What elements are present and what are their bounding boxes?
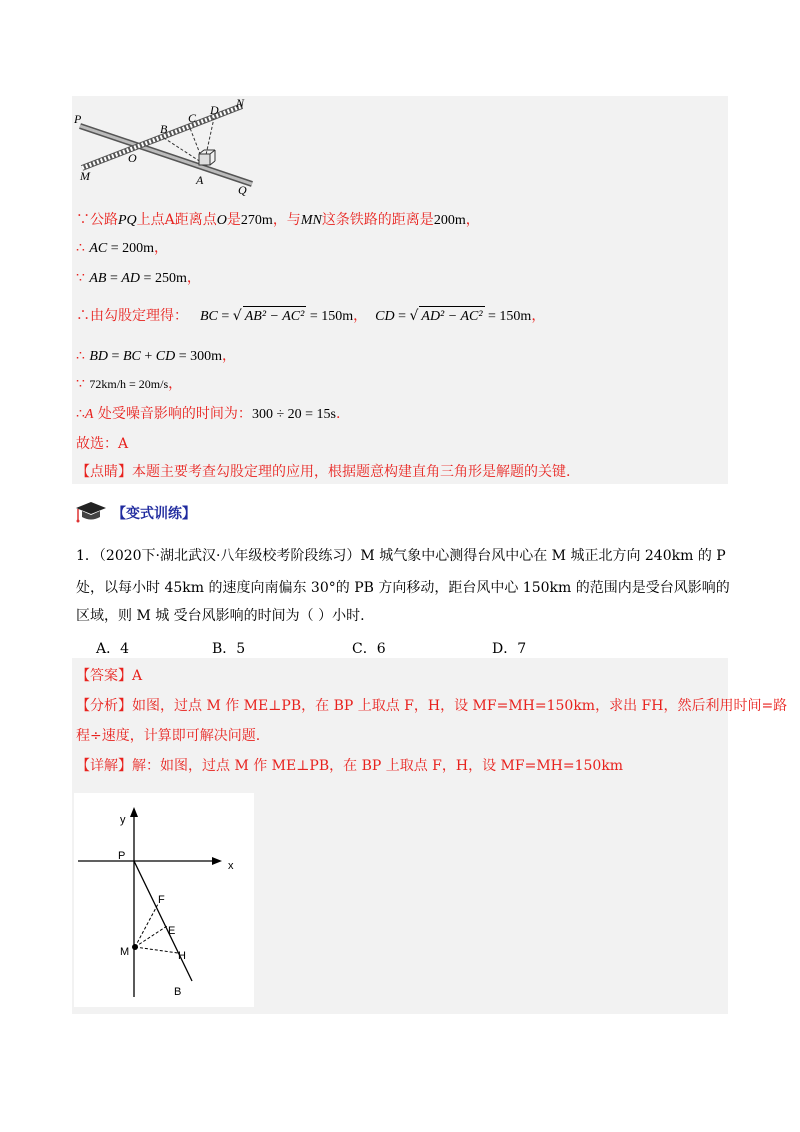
label-m: M	[80, 169, 90, 183]
question-line-2: 处，以每小时 45km 的速度向南偏东 30°的 PB 方向移动，距台风中心 150km 的范围内是受台风影响的	[76, 580, 730, 596]
solution-line-6: ∵ 72km/h = 20m/s，	[76, 376, 183, 392]
solution-line-8: 故选：A	[76, 436, 129, 452]
option-b: B．5	[212, 641, 246, 657]
railway-diagram	[74, 96, 264, 198]
label-b: B	[160, 122, 168, 136]
label-b-bottom: B	[174, 986, 182, 998]
detail-line: 【详解】解：如图，过点 M 作 ME⊥PB，在 BP 上取点 F，H，设 MF=MH=150km	[76, 758, 624, 774]
solution-line-5: ∴ BD = BC + CD = 300m，	[76, 348, 236, 364]
option-d: D．7	[492, 641, 527, 657]
label-a: A	[196, 173, 204, 187]
label-y: y	[120, 814, 126, 826]
label-x: x	[228, 860, 234, 872]
solution-line-1: ∵公路PQ上点A距离点O是270m，与MN这条铁路的距离是200m，	[76, 212, 480, 228]
question-line-1: 1．（2020下·湖北武汉·八年级校考阶段练习）M 城气象中心测得台风中心在 M 城正北方向 240km 的 P	[76, 548, 726, 564]
label-e: E	[168, 925, 176, 937]
label-m-bottom: M	[120, 946, 130, 958]
label-d: D	[210, 103, 219, 117]
solution-line-2: ∴ AC = 200m，	[76, 240, 169, 256]
label-q: Q	[238, 183, 247, 197]
question-line-3: 区域，则 M 城 受台风影响的时间为（ ）小时.	[76, 608, 365, 624]
section-title: 【变式训练】	[112, 506, 196, 522]
analysis-line-1: 【分析】如图，过点 M 作 ME⊥PB，在 BP 上取点 F，H，设 MF=MH=150km，求出 FH，然后利用时间=路	[76, 698, 788, 714]
typhoon-diagram	[74, 793, 254, 1007]
answer-line: 【答案】A	[76, 668, 143, 684]
label-n: N	[236, 96, 245, 110]
option-a: A．4	[96, 641, 130, 657]
label-o: O	[128, 151, 137, 165]
point-m	[132, 944, 138, 950]
graduation-cap-icon	[74, 500, 108, 524]
label-h: H	[178, 950, 186, 962]
label-c: C	[188, 111, 197, 125]
label-p: P	[74, 112, 82, 126]
solution-line-7: ∴A 处受噪音影响的时间为：300 ÷ 20 = 15s.	[76, 406, 341, 422]
solution-line-4: ∴由勾股定理得： BC = √ AB² − AC² = 150m， CD = √ AD² − AC² = 150m，	[76, 306, 545, 327]
label-p-bottom: P	[118, 850, 126, 862]
key-point-note: 【点睛】本题主要考查勾股定理的应用，根据题意构建直角三角形是解题的关键.	[76, 464, 571, 480]
option-c: C．6	[352, 641, 386, 657]
solution-line-3: ∵ AB = AD = 250m，	[76, 270, 201, 286]
house-icon	[199, 154, 210, 165]
analysis-line-2: 程÷速度，计算即可解决问题.	[76, 728, 261, 744]
label-f: F	[158, 894, 165, 906]
